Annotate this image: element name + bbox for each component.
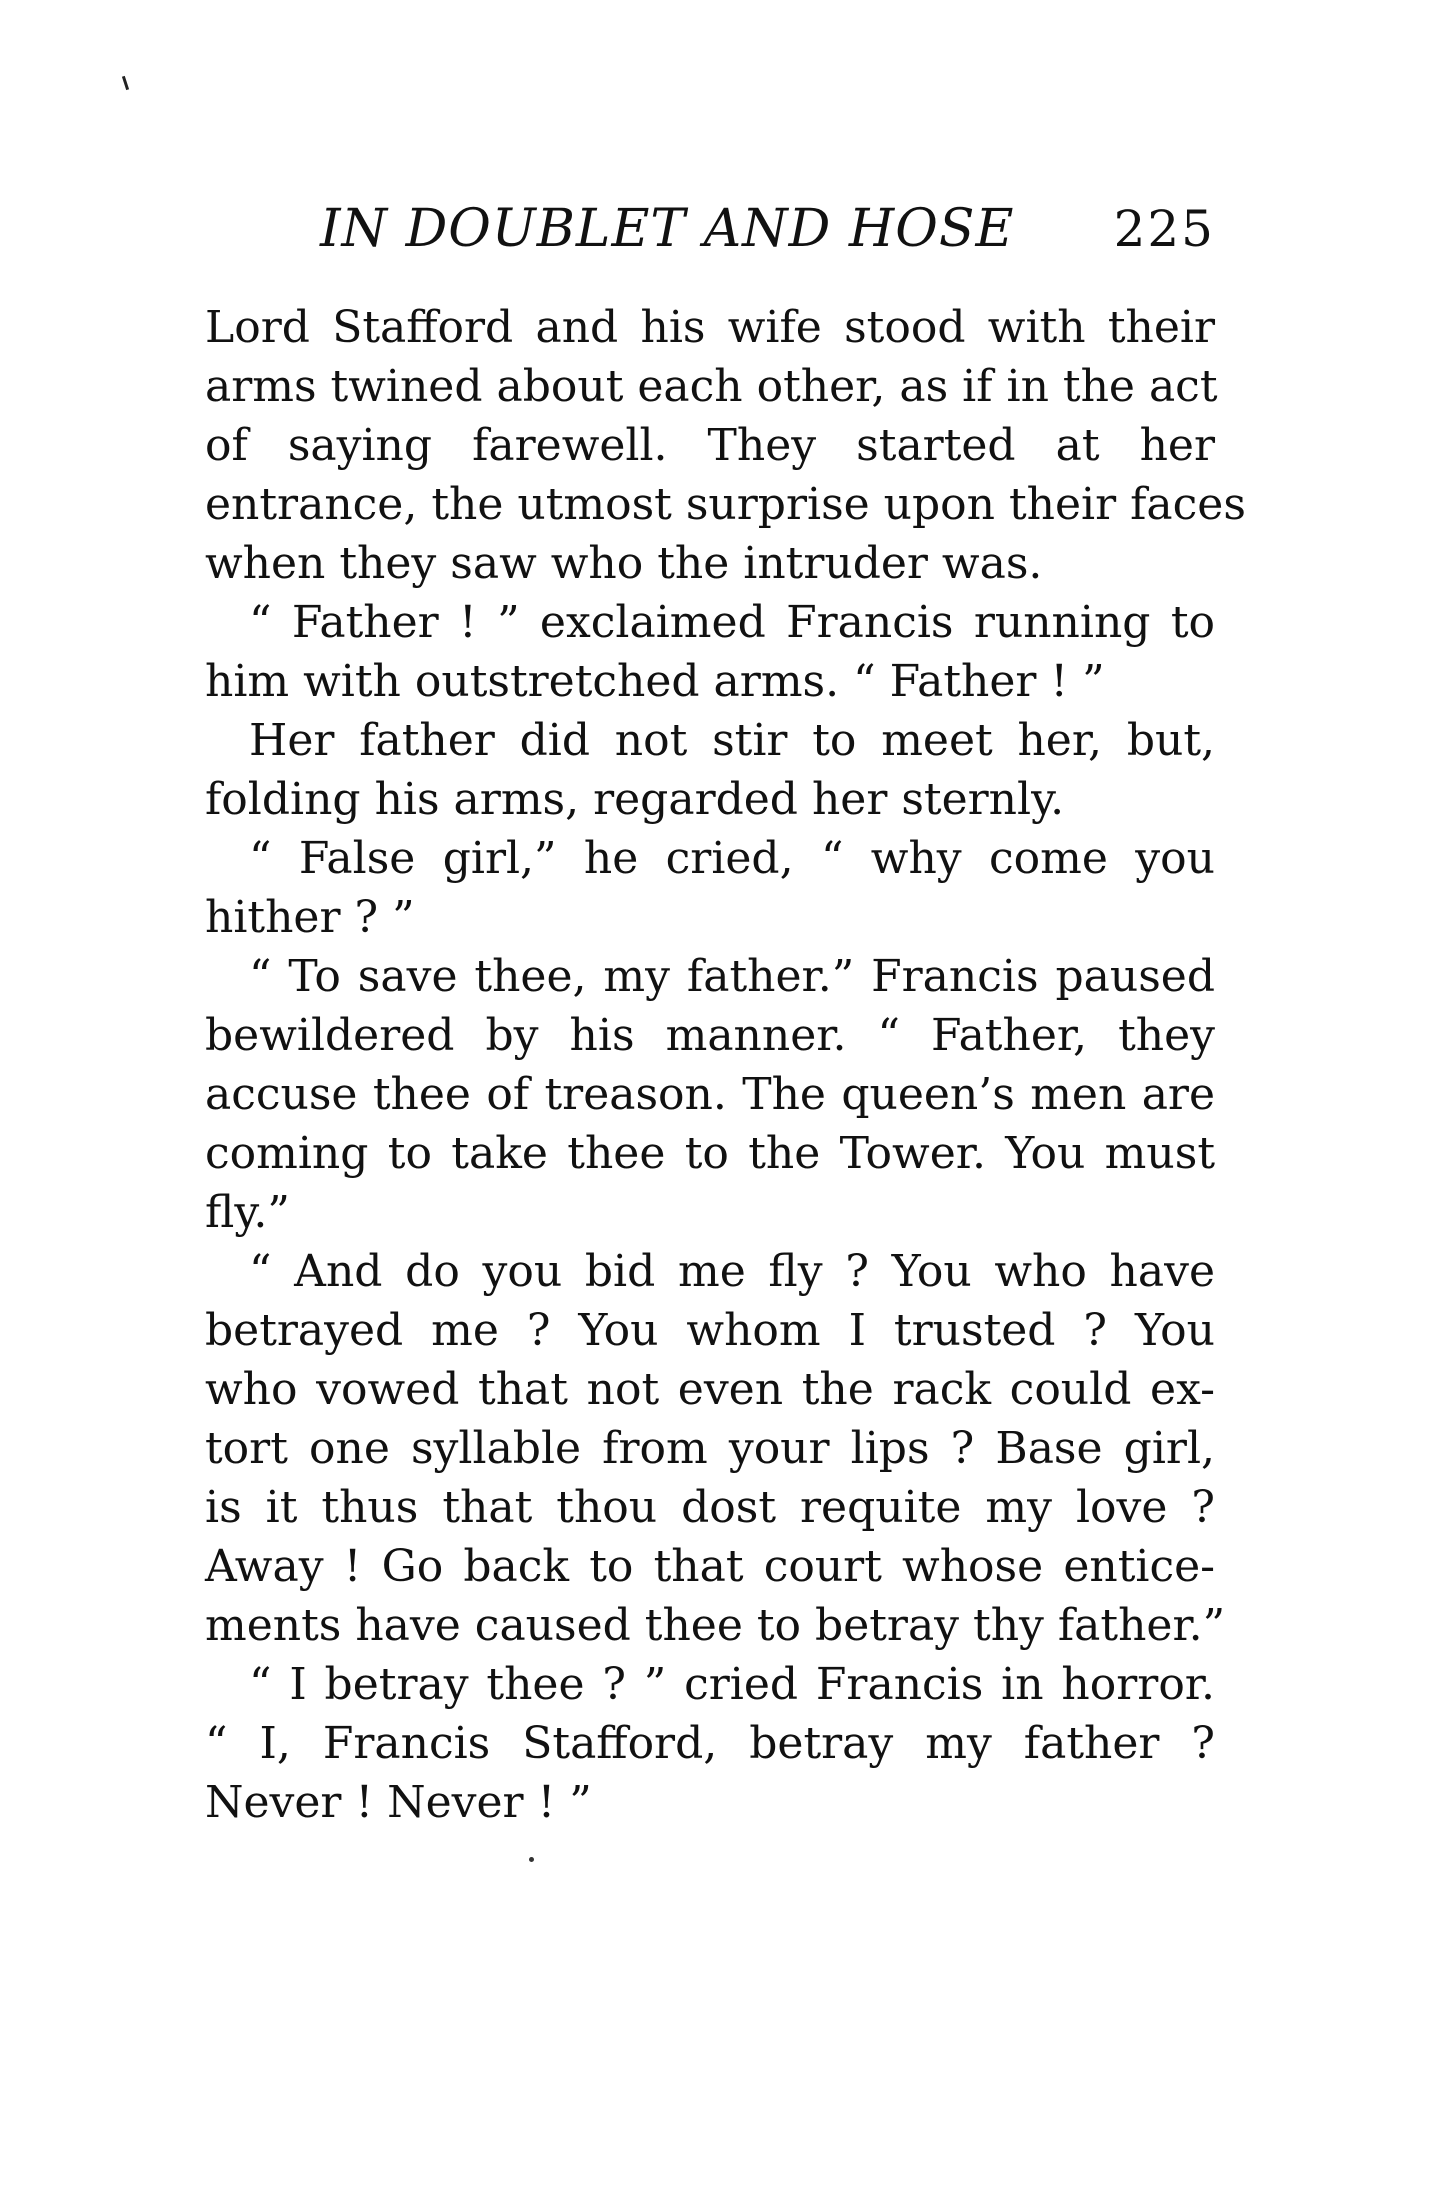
text-line: “ And do you bid me fly ? You who have — [249, 1246, 1215, 1297]
text-line: is it thus that thou dost requite my love ? — [205, 1482, 1215, 1533]
running-head — [205, 194, 1215, 264]
text-line: when they saw who the intruder was. — [205, 538, 1043, 589]
text-line: Lord Stafford and his wife stood with their — [205, 302, 1215, 353]
print-speck — [529, 1857, 534, 1862]
text-line: hither ? ” — [205, 892, 415, 943]
text-line: arms twined about each other, as if in the act — [205, 361, 1218, 412]
text-line: “ Father ! ” exclaimed Francis running to — [249, 597, 1215, 648]
text-line: entrance, the utmost surprise upon their faces — [205, 479, 1246, 530]
text-line: tort one syllable from your lips ? Base girl, — [205, 1423, 1215, 1474]
running-title: IN DOUBLET AND HOSE — [320, 199, 1015, 259]
text-line: betrayed me ? You whom I trusted ? You — [205, 1305, 1215, 1356]
text-line: folding his arms, regarded her sternly. — [205, 774, 1065, 825]
text-line: “ I betray thee ? ” cried Francis in horror. — [249, 1659, 1215, 1710]
text-line: ments have caused thee to betray thy father.” — [205, 1600, 1226, 1651]
page-number: 225 — [1113, 200, 1215, 258]
scan-mark — [122, 76, 129, 90]
text-line: Never ! Never ! ” — [205, 1777, 592, 1828]
text-line: of saying farewell. They started at her — [205, 420, 1215, 471]
body-text — [205, 298, 1246, 1832]
text-line: “ False girl,” he cried, “ why come you — [249, 833, 1215, 884]
text-line: Away ! Go back to that court whose entice- — [205, 1541, 1215, 1592]
text-line: Her father did not stir to meet her, but, — [249, 715, 1215, 766]
text-line: him with outstretched arms. “ Father ! ” — [205, 656, 1105, 707]
text-line: bewildered by his manner. “ Father, they — [205, 1010, 1215, 1061]
text-line: “ I, Francis Stafford, betray my father ? — [205, 1718, 1215, 1769]
text-line: “ To save thee, my father.” Francis paused — [249, 951, 1215, 1002]
text-line: coming to take thee to the Tower. You must — [205, 1128, 1215, 1179]
text-line: accuse thee of treason. The queen’s men are — [205, 1069, 1215, 1120]
text-line: fly.” — [205, 1187, 290, 1238]
text-line: who vowed that not even the rack could ex- — [205, 1364, 1215, 1415]
